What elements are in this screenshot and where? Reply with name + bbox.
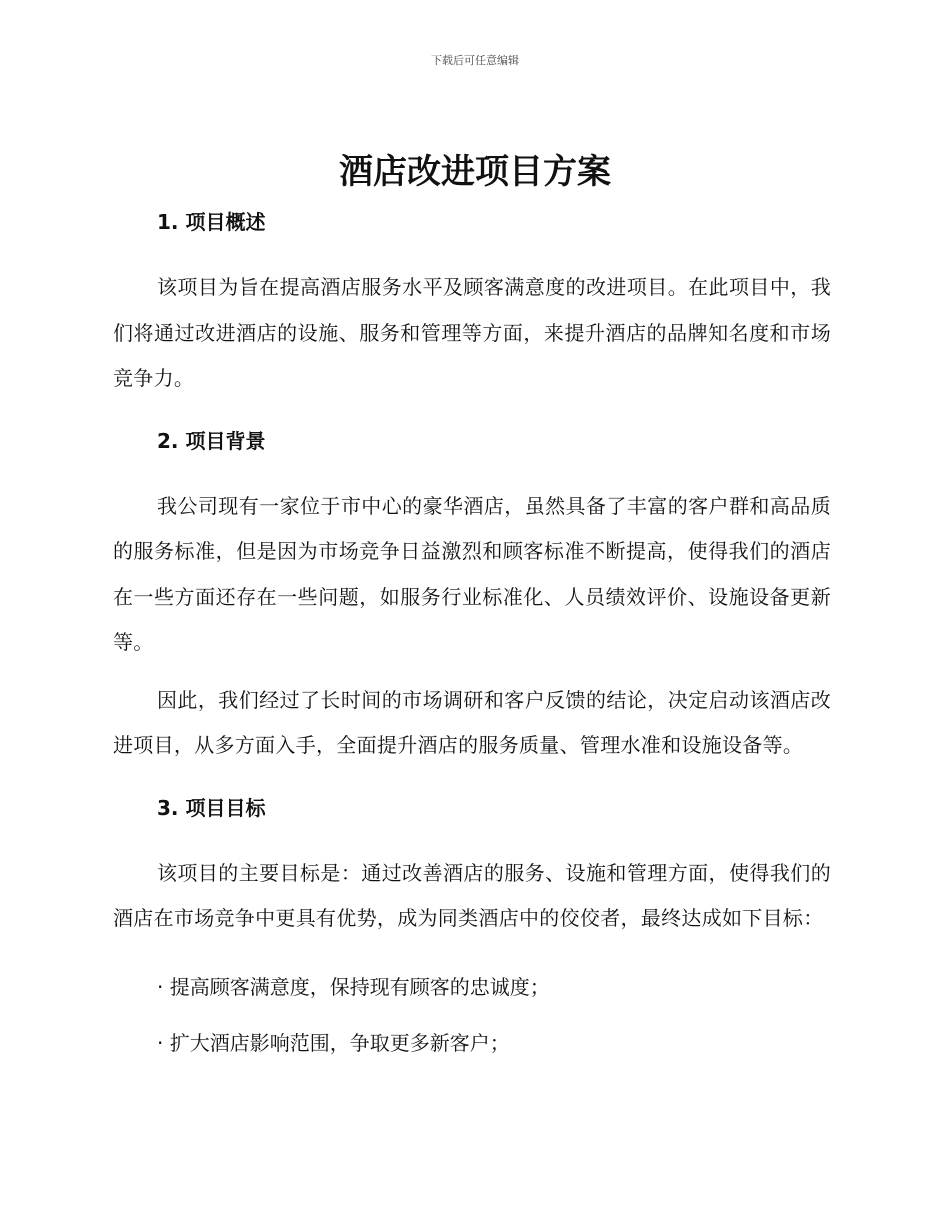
overview-paragraph: 该项目为旨在提高酒店服务水平及顾客满意度的改进项目。在此项目中，我们将通过改进酒店的设施、服务和管理等方面，来提升酒店的品牌知名度和市场竞争力。 bbox=[113, 275, 831, 390]
background-paragraph-1: 我公司现有一家位于市中心的豪华酒店，虽然具备了丰富的客户群和高品质的服务标准，但是因为市场竞争日益激烈和顾客标准不断提高，使得我们的酒店在一些方面还存在一些问题，如服务行业标准化、人员绩效评价、设施设备更新等。 bbox=[113, 493, 831, 654]
document-body bbox=[113, 200, 831, 1058]
goal-bullet-item: · 提高顾客满意度，保持现有顾客的忠诚度； bbox=[157, 974, 550, 999]
goal-bullet-item: · 扩大酒店影响范围，争取更多新客户； bbox=[157, 1030, 510, 1055]
header-note: 下载后可任意编辑 bbox=[431, 54, 519, 67]
goals-paragraph: 该项目的主要目标是：通过改善酒店的服务、设施和管理方面，使得我们的酒店在市场竞争中更具有优势，成为同类酒店中的佼佼者，最终达成如下目标： bbox=[113, 860, 831, 930]
section-heading-goals: 3. 项目目标 bbox=[157, 795, 266, 820]
background-paragraph-2: 因此，我们经过了长时间的市场调研和客户反馈的结论，决定启动该酒店改进项目，从多方面入手，全面提升酒店的服务质量、管理水准和设施设备等。 bbox=[113, 687, 831, 757]
section-heading-overview: 1. 项目概述 bbox=[157, 210, 266, 234]
section-heading-background: 2. 项目背景 bbox=[157, 428, 266, 453]
document-title: 酒店改进项目方案 bbox=[339, 152, 611, 192]
